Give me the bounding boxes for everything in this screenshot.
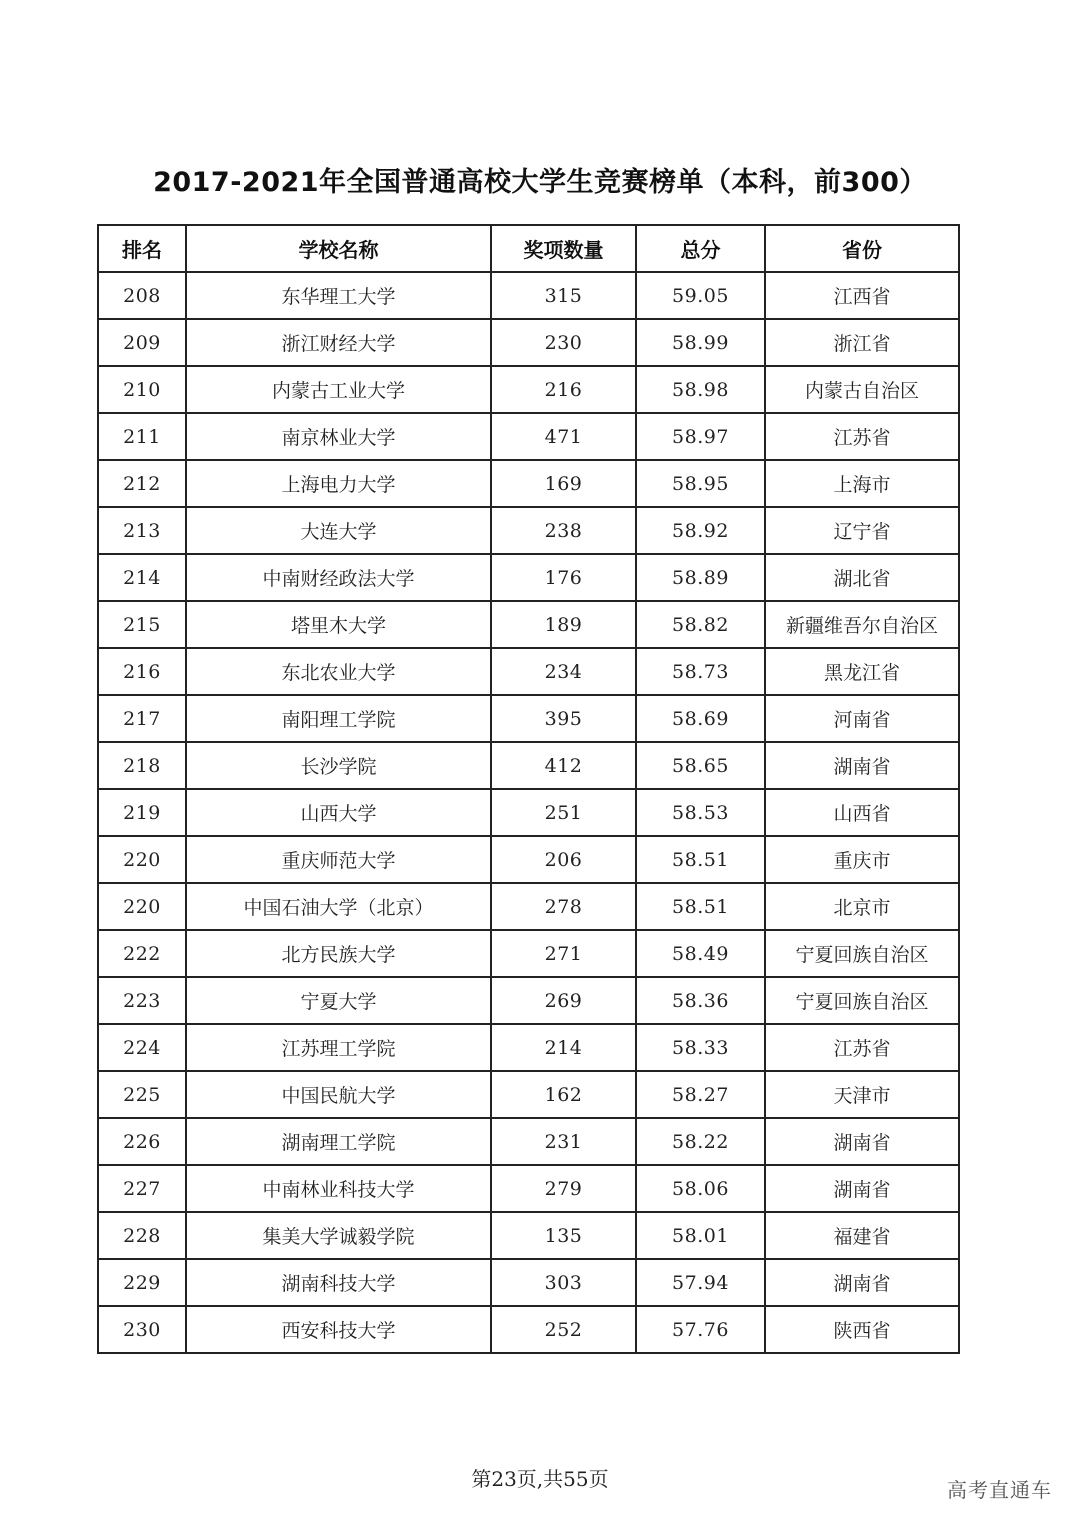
award-count-cell: 169 xyxy=(491,460,636,507)
province-cell: 湖北省 xyxy=(765,554,959,601)
total-score-cell: 58.92 xyxy=(636,507,765,554)
school-name-cell: 大连大学 xyxy=(186,507,491,554)
rank-cell: 227 xyxy=(98,1165,186,1212)
school-name-cell: 湖南科技大学 xyxy=(186,1259,491,1306)
table-row xyxy=(98,789,959,836)
school-name-cell: 长沙学院 xyxy=(186,742,491,789)
total-score-cell: 58.01 xyxy=(636,1212,765,1259)
total-score-cell: 58.22 xyxy=(636,1118,765,1165)
table-row xyxy=(98,319,959,366)
table-row xyxy=(98,1071,959,1118)
province-cell: 浙江省 xyxy=(765,319,959,366)
school-name-cell: 湖南理工学院 xyxy=(186,1118,491,1165)
rank-cell: 224 xyxy=(98,1024,186,1071)
rank-cell: 208 xyxy=(98,272,186,319)
school-name-cell: 山西大学 xyxy=(186,789,491,836)
rank-cell: 220 xyxy=(98,836,186,883)
award-count-cell: 206 xyxy=(491,836,636,883)
school-name-cell: 集美大学诚毅学院 xyxy=(186,1212,491,1259)
award-count-cell: 231 xyxy=(491,1118,636,1165)
table-row xyxy=(98,1118,959,1165)
award-count-cell: 412 xyxy=(491,742,636,789)
table-row xyxy=(98,1024,959,1071)
rank-cell: 225 xyxy=(98,1071,186,1118)
total-score-cell: 58.53 xyxy=(636,789,765,836)
school-name-cell: 西安科技大学 xyxy=(186,1306,491,1353)
total-score-cell: 58.33 xyxy=(636,1024,765,1071)
table-row xyxy=(98,460,959,507)
table-header-row xyxy=(98,225,959,272)
school-name-cell: 北方民族大学 xyxy=(186,930,491,977)
province-cell: 河南省 xyxy=(765,695,959,742)
rank-cell: 229 xyxy=(98,1259,186,1306)
school-name-cell: 南京林业大学 xyxy=(186,413,491,460)
table-row xyxy=(98,1259,959,1306)
total-score-cell: 58.97 xyxy=(636,413,765,460)
province-cell: 福建省 xyxy=(765,1212,959,1259)
total-score-cell: 57.76 xyxy=(636,1306,765,1353)
rank-cell: 230 xyxy=(98,1306,186,1353)
province-cell: 北京市 xyxy=(765,883,959,930)
award-count-cell: 269 xyxy=(491,977,636,1024)
rank-cell: 212 xyxy=(98,460,186,507)
rank-cell: 217 xyxy=(98,695,186,742)
total-score-cell: 59.05 xyxy=(636,272,765,319)
rank-cell: 222 xyxy=(98,930,186,977)
table-row xyxy=(98,601,959,648)
table-row xyxy=(98,977,959,1024)
school-name-cell: 东北农业大学 xyxy=(186,648,491,695)
school-name-cell: 江苏理工学院 xyxy=(186,1024,491,1071)
table-row xyxy=(98,1165,959,1212)
page-number: 第23页,共55页 xyxy=(471,1467,609,1491)
total-score-cell: 58.82 xyxy=(636,601,765,648)
rank-cell: 211 xyxy=(98,413,186,460)
school-name-cell: 中南林业科技大学 xyxy=(186,1165,491,1212)
table-row xyxy=(98,366,959,413)
rank-cell: 214 xyxy=(98,554,186,601)
award-count-cell: 271 xyxy=(491,930,636,977)
rank-cell: 219 xyxy=(98,789,186,836)
table-row xyxy=(98,554,959,601)
province-cell: 湖南省 xyxy=(765,1259,959,1306)
total-score-cell: 58.99 xyxy=(636,319,765,366)
award-count-cell: 315 xyxy=(491,272,636,319)
province-cell: 湖南省 xyxy=(765,1118,959,1165)
award-count-cell: 176 xyxy=(491,554,636,601)
total-score-cell: 58.69 xyxy=(636,695,765,742)
rank-cell: 228 xyxy=(98,1212,186,1259)
school-name-cell: 中国民航大学 xyxy=(186,1071,491,1118)
award-count-cell: 252 xyxy=(491,1306,636,1353)
total-score-cell: 58.06 xyxy=(636,1165,765,1212)
award-count-cell: 230 xyxy=(491,319,636,366)
table-row xyxy=(98,507,959,554)
province-cell: 重庆市 xyxy=(765,836,959,883)
award-count-cell: 234 xyxy=(491,648,636,695)
award-count-cell: 303 xyxy=(491,1259,636,1306)
school-name-cell: 中国石油大学（北京） xyxy=(186,883,491,930)
rank-cell: 218 xyxy=(98,742,186,789)
rank-cell: 220 xyxy=(98,883,186,930)
rank-cell: 210 xyxy=(98,366,186,413)
total-score-cell: 58.95 xyxy=(636,460,765,507)
total-score-cell: 58.89 xyxy=(636,554,765,601)
rank-cell: 215 xyxy=(98,601,186,648)
table-row xyxy=(98,648,959,695)
award-count-cell: 251 xyxy=(491,789,636,836)
school-name-cell: 浙江财经大学 xyxy=(186,319,491,366)
province-cell: 山西省 xyxy=(765,789,959,836)
rank-cell: 226 xyxy=(98,1118,186,1165)
table-row xyxy=(98,272,959,319)
table-row xyxy=(98,1212,959,1259)
province-cell: 湖南省 xyxy=(765,742,959,789)
school-name-cell: 上海电力大学 xyxy=(186,460,491,507)
province-cell: 新疆维吾尔自治区 xyxy=(765,601,959,648)
rank-cell: 223 xyxy=(98,977,186,1024)
total-score-cell: 58.51 xyxy=(636,883,765,930)
table-row xyxy=(98,413,959,460)
award-count-cell: 189 xyxy=(491,601,636,648)
award-count-cell: 238 xyxy=(491,507,636,554)
header-rank: 排名 xyxy=(98,225,186,272)
province-cell: 江苏省 xyxy=(765,1024,959,1071)
table-row xyxy=(98,930,959,977)
school-name-cell: 宁夏大学 xyxy=(186,977,491,1024)
table-row xyxy=(98,695,959,742)
total-score-cell: 58.73 xyxy=(636,648,765,695)
total-score-cell: 58.27 xyxy=(636,1071,765,1118)
province-cell: 内蒙古自治区 xyxy=(765,366,959,413)
rank-cell: 216 xyxy=(98,648,186,695)
header-school-name: 学校名称 xyxy=(186,225,491,272)
school-name-cell: 重庆师范大学 xyxy=(186,836,491,883)
table-row xyxy=(98,1306,959,1353)
province-cell: 宁夏回族自治区 xyxy=(765,977,959,1024)
page-title: 2017-2021年全国普通高校大学生竞赛榜单（本科，前300） xyxy=(153,167,927,198)
school-name-cell: 内蒙古工业大学 xyxy=(186,366,491,413)
award-count-cell: 135 xyxy=(491,1212,636,1259)
table-row xyxy=(98,883,959,930)
province-cell: 宁夏回族自治区 xyxy=(765,930,959,977)
province-cell: 天津市 xyxy=(765,1071,959,1118)
header-province: 省份 xyxy=(765,225,959,272)
award-count-cell: 278 xyxy=(491,883,636,930)
watermark: 高考直通车 xyxy=(947,1478,1052,1502)
award-count-cell: 162 xyxy=(491,1071,636,1118)
school-name-cell: 塔里木大学 xyxy=(186,601,491,648)
school-name-cell: 中南财经政法大学 xyxy=(186,554,491,601)
province-cell: 上海市 xyxy=(765,460,959,507)
school-name-cell: 南阳理工学院 xyxy=(186,695,491,742)
school-name-cell: 东华理工大学 xyxy=(186,272,491,319)
total-score-cell: 57.94 xyxy=(636,1259,765,1306)
award-count-cell: 216 xyxy=(491,366,636,413)
award-count-cell: 279 xyxy=(491,1165,636,1212)
table-row xyxy=(98,742,959,789)
award-count-cell: 214 xyxy=(491,1024,636,1071)
province-cell: 江西省 xyxy=(765,272,959,319)
province-cell: 湖南省 xyxy=(765,1165,959,1212)
province-cell: 黑龙江省 xyxy=(765,648,959,695)
province-cell: 江苏省 xyxy=(765,413,959,460)
total-score-cell: 58.36 xyxy=(636,977,765,1024)
total-score-cell: 58.98 xyxy=(636,366,765,413)
rank-cell: 209 xyxy=(98,319,186,366)
header-total-score: 总分 xyxy=(636,225,765,272)
award-count-cell: 395 xyxy=(491,695,636,742)
total-score-cell: 58.49 xyxy=(636,930,765,977)
total-score-cell: 58.65 xyxy=(636,742,765,789)
rank-cell: 213 xyxy=(98,507,186,554)
total-score-cell: 58.51 xyxy=(636,836,765,883)
table-row xyxy=(98,836,959,883)
header-award-count: 奖项数量 xyxy=(491,225,636,272)
province-cell: 辽宁省 xyxy=(765,507,959,554)
province-cell: 陕西省 xyxy=(765,1306,959,1353)
ranking-table xyxy=(97,224,960,1354)
award-count-cell: 471 xyxy=(491,413,636,460)
